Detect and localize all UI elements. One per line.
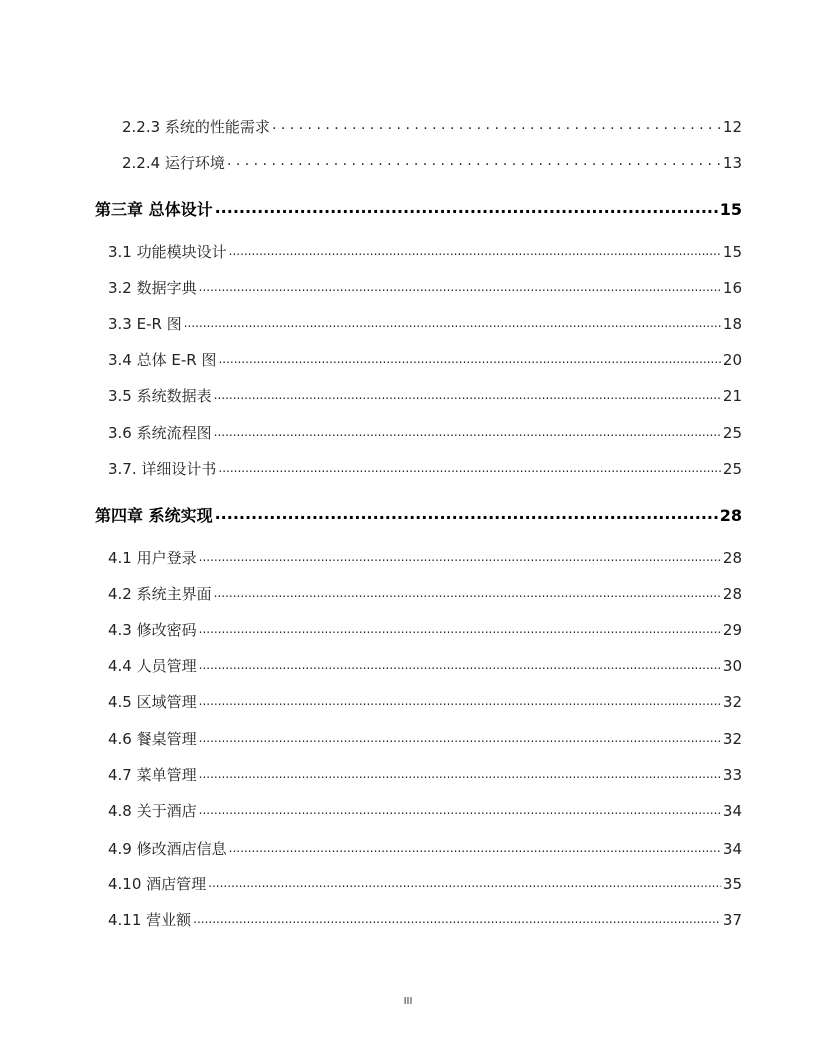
toc-entry-4-9[interactable] — [108, 838, 742, 859]
toc-entry-title: 4.5 区域管理 — [108, 693, 197, 711]
toc-entry-title: 4.7 菜单管理 — [108, 766, 197, 784]
toc-entry-page: 29 — [722, 621, 742, 639]
toc-chapter-page: 15 — [719, 200, 742, 219]
toc-entry-title: 3.6 系统流程图 — [108, 424, 212, 442]
toc-entry-4-4[interactable] — [108, 655, 742, 676]
toc-entry-page: 15 — [722, 243, 742, 261]
toc-entry-4-7[interactable] — [108, 764, 742, 785]
toc-entry-3-3[interactable] — [108, 313, 742, 334]
toc-dot-leader — [193, 912, 721, 926]
toc-entry-title: 4.8 关于酒店 — [108, 802, 197, 820]
toc-entry-3-1[interactable] — [108, 241, 742, 262]
toc-entry-page: 28 — [722, 585, 742, 603]
toc-entry-title: 3.1 功能模块设计 — [108, 243, 227, 261]
toc-entry-4-11[interactable] — [108, 909, 742, 930]
toc-entry-title: 4.11 营业额 — [108, 911, 192, 929]
toc-chapter-3[interactable] — [95, 197, 742, 220]
toc-entry-4-1[interactable] — [108, 547, 742, 568]
toc-entry-3-4[interactable] — [108, 349, 742, 370]
toc-entry-title: 3.2 数据字典 — [108, 279, 197, 297]
toc-dot-leader — [214, 388, 721, 402]
toc-chapter-title: 第三章 总体设计 — [95, 200, 213, 219]
toc-dot-leader — [218, 352, 720, 366]
toc-entry-3-5[interactable] — [108, 385, 742, 406]
toc-chapter-4[interactable] — [95, 503, 742, 526]
toc-entry-title: 4.4 人员管理 — [108, 657, 197, 675]
toc-dot-leader — [272, 115, 721, 133]
toc-entry-3-2[interactable] — [108, 277, 742, 298]
toc-entry-page: 13 — [722, 154, 742, 172]
toc-entry-page: 34 — [722, 802, 742, 820]
toc-dot-leader — [214, 586, 721, 600]
toc-dot-leader — [229, 244, 721, 258]
toc-entry-title: 3.5 系统数据表 — [108, 387, 212, 405]
toc-dot-leader — [184, 316, 721, 330]
toc-dot-leader — [199, 803, 721, 817]
toc-dot-leader — [199, 550, 721, 564]
toc-entry-page: 25 — [722, 460, 742, 478]
toc-entry-page: 12 — [722, 118, 742, 136]
toc-entry-title: 4.1 用户登录 — [108, 549, 197, 567]
page-footer-number: III — [403, 996, 413, 1007]
toc-entry-2-2-3[interactable] — [122, 116, 742, 137]
toc-entry-4-10[interactable] — [108, 873, 742, 894]
toc-entry-3-7[interactable] — [108, 458, 742, 479]
toc-entry-page: 20 — [722, 351, 742, 369]
toc-chapter-page: 28 — [719, 506, 742, 525]
toc-chapter-title: 第四章 系统实现 — [95, 506, 213, 525]
toc-entry-page: 32 — [722, 730, 742, 748]
toc-entry-4-5[interactable] — [108, 691, 742, 712]
toc-entry-page: 33 — [722, 766, 742, 784]
toc-entry-title: 4.6 餐桌管理 — [108, 730, 197, 748]
toc-entry-title: 3.4 总体 E-R 图 — [108, 351, 217, 369]
toc-entry-page: 28 — [722, 549, 742, 567]
toc-entry-page: 16 — [722, 279, 742, 297]
toc-dot-leader — [215, 504, 718, 523]
toc-dot-leader — [199, 280, 721, 294]
toc-dot-leader — [199, 622, 721, 636]
toc-entry-2-2-4[interactable] — [122, 152, 742, 173]
toc-dot-leader — [227, 151, 721, 169]
toc-entry-title: 4.3 修改密码 — [108, 621, 197, 639]
toc-entry-page: 34 — [722, 840, 742, 858]
toc-dot-leader — [199, 767, 721, 781]
toc-entry-title: 2.2.4 运行环境 — [122, 154, 225, 172]
toc-dot-leader — [218, 461, 721, 475]
toc-dot-leader — [214, 425, 721, 439]
toc-entry-title: 4.2 系统主界面 — [108, 585, 212, 603]
toc-entry-page: 32 — [722, 693, 742, 711]
toc-dot-leader — [199, 731, 721, 745]
toc-dot-leader — [199, 694, 721, 708]
toc-dot-leader — [208, 876, 721, 890]
toc-entry-4-6[interactable] — [108, 728, 742, 749]
toc-entry-4-2[interactable] — [108, 583, 742, 604]
toc-entry-page: 35 — [722, 875, 742, 893]
toc-entry-page: 18 — [722, 315, 742, 333]
toc-entry-title: 2.2.3 系统的性能需求 — [122, 118, 270, 136]
toc-entry-4-3[interactable] — [108, 619, 742, 640]
toc-entry-page: 37 — [722, 911, 742, 929]
toc-entry-title: 3.7. 详细设计书 — [108, 460, 217, 478]
toc-dot-leader — [215, 198, 718, 217]
toc-entry-page: 25 — [722, 424, 742, 442]
toc-entry-4-8[interactable] — [108, 800, 742, 821]
toc-dot-leader — [229, 841, 721, 855]
toc-entry-title: 4.10 酒店管理 — [108, 875, 207, 893]
toc-entry-page: 21 — [722, 387, 742, 405]
toc-entry-title: 4.9 修改酒店信息 — [108, 840, 227, 858]
toc-entry-title: 3.3 E-R 图 — [108, 315, 182, 333]
toc-dot-leader — [199, 658, 721, 672]
toc-entry-page: 30 — [722, 657, 742, 675]
toc-entry-3-6[interactable] — [108, 422, 742, 443]
